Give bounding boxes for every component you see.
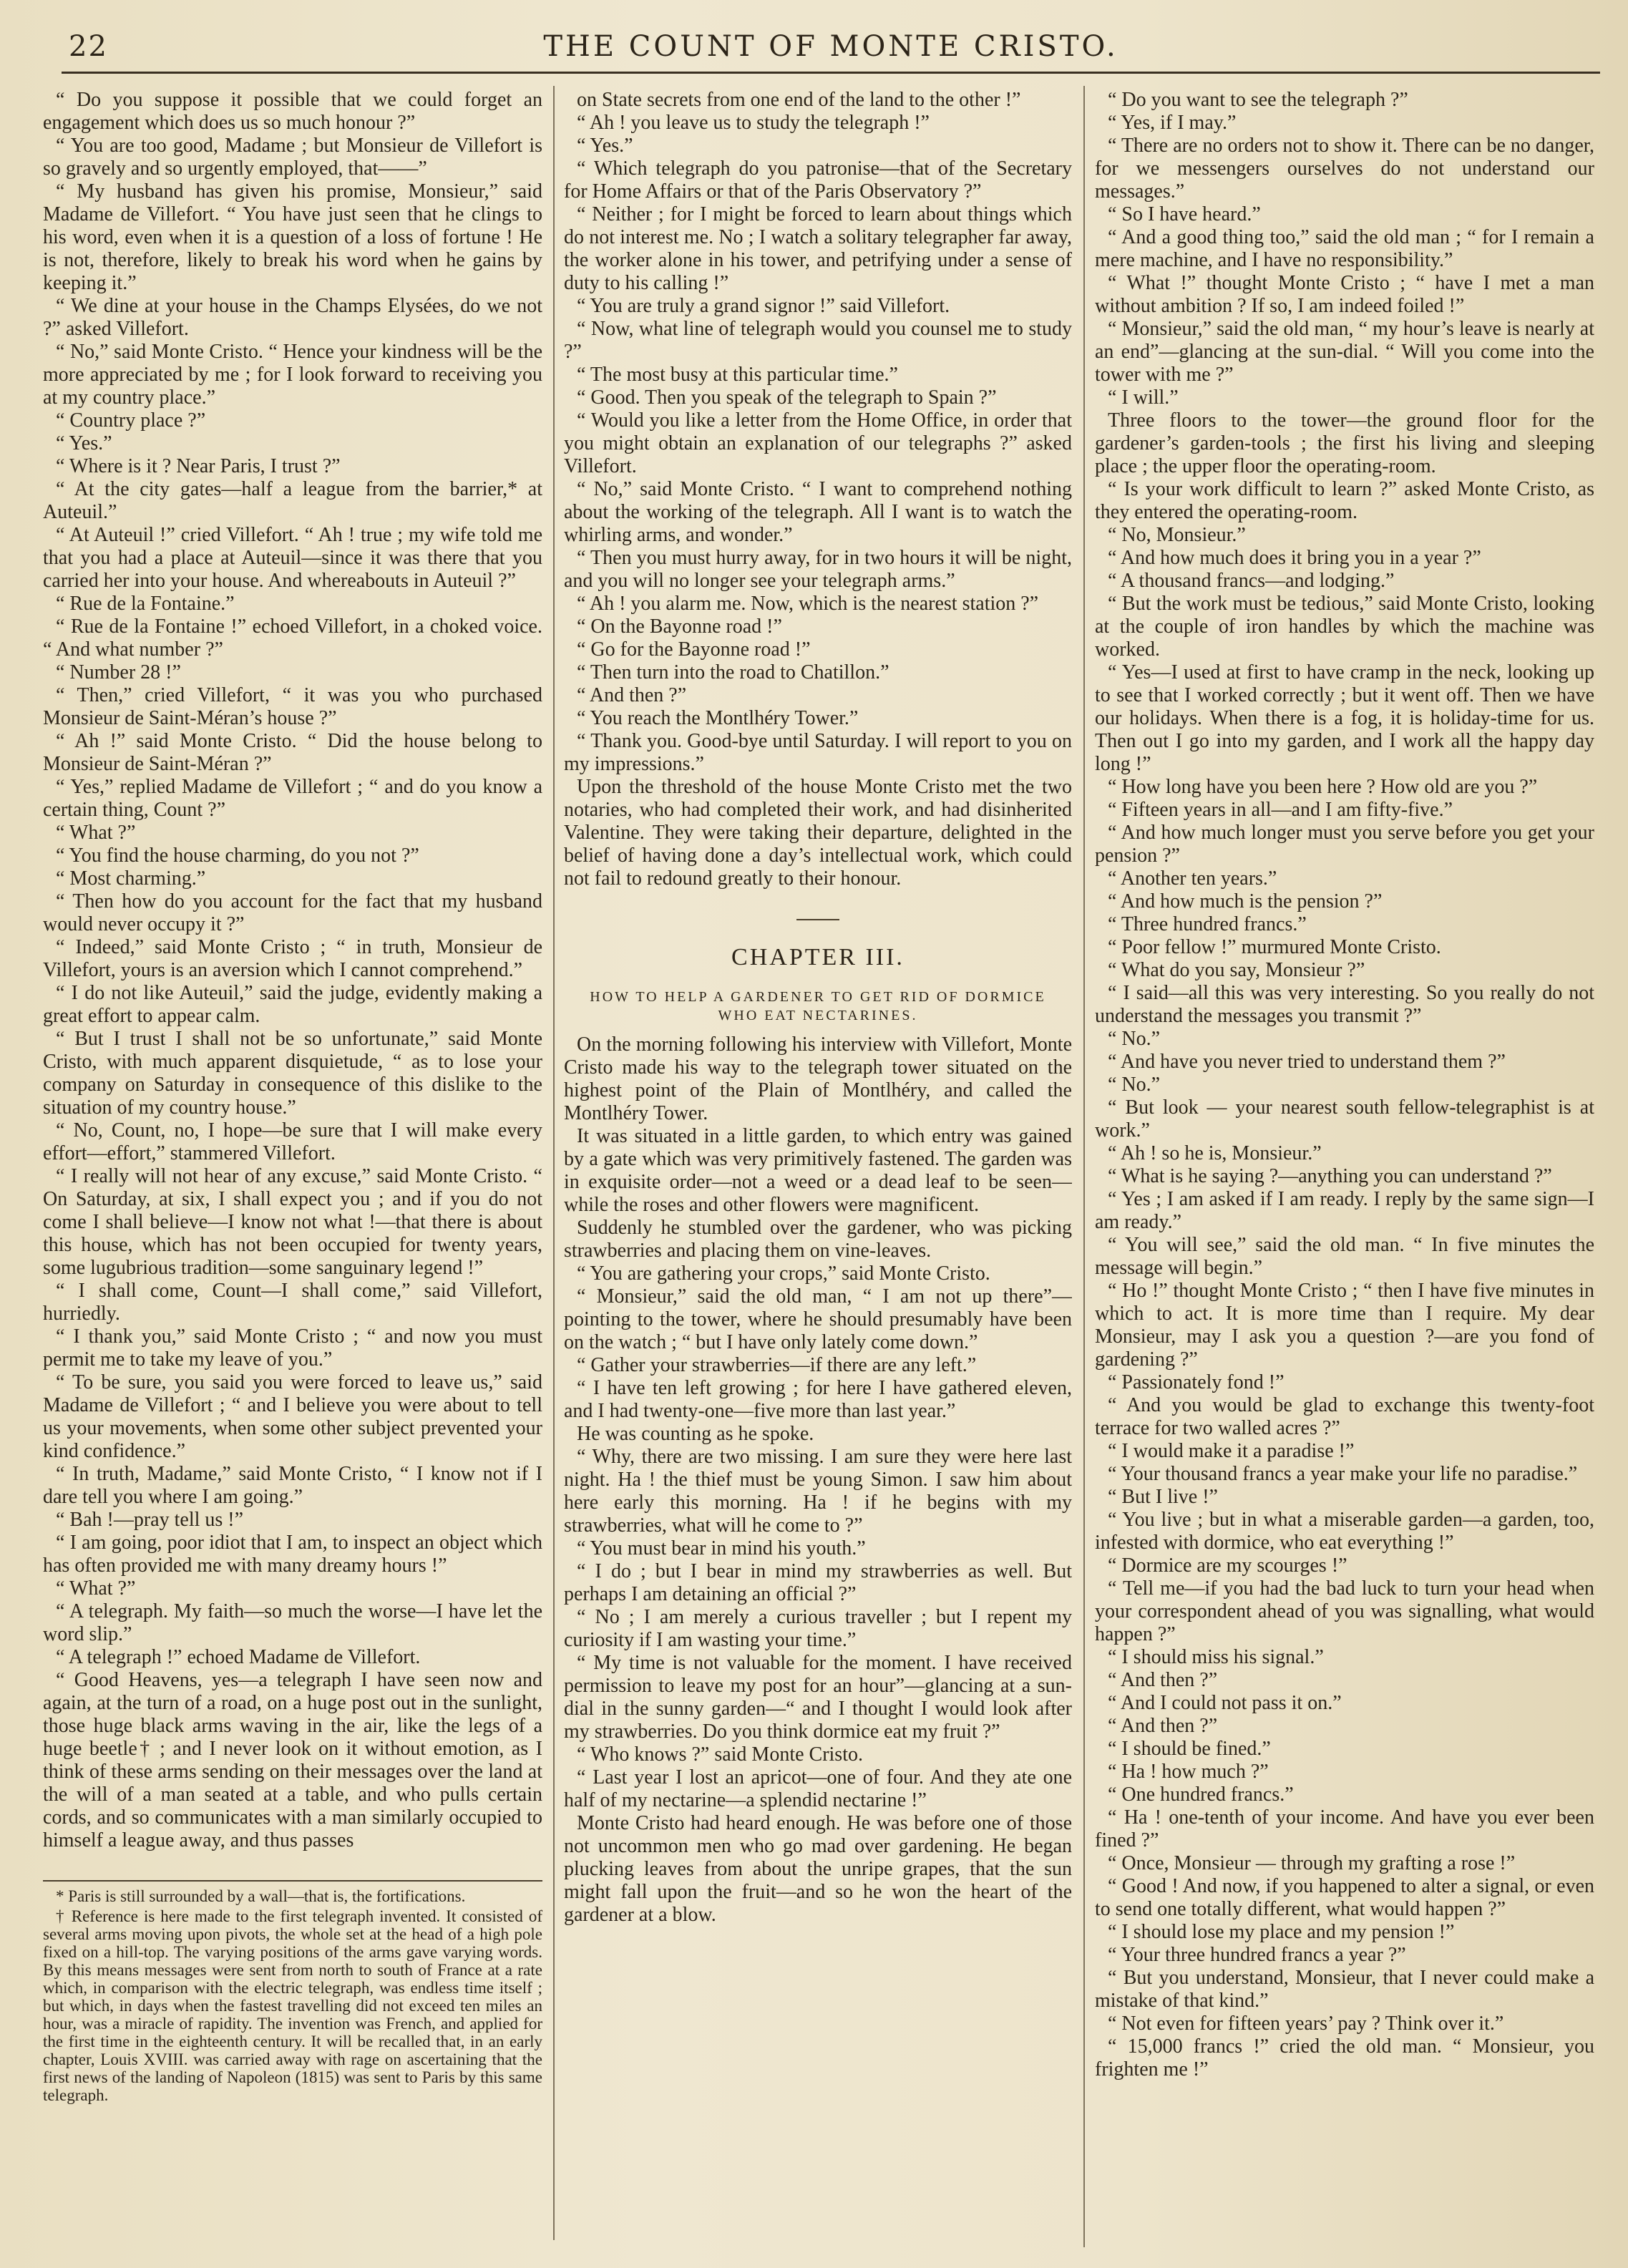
paragraph: It was situated in a little garden, to which entry was gained by a gate which was very primitively fastened. The garden was in exquisite order—not a weed or a dead leaf to be seen—while the roses and other flowers were magnificent.	[564, 1125, 1072, 1216]
paragraph: “ I would make it a paradise !”	[1108, 1440, 1355, 1462]
paragraph: “ Good. Then you speak of the telegraph to Spain ?”	[577, 386, 997, 409]
paragraph: “ Then turn into the road to Chatillon.”	[577, 661, 889, 683]
paragraph: “ How long have you been here ? How old are you ?”	[1108, 776, 1538, 798]
paragraph: “ Do you want to see the telegraph ?”	[1108, 89, 1408, 111]
paragraph: “ Which telegraph do you patronise—that of the Secretary for Home Affairs or that of the Paris Observatory ?”	[564, 157, 1072, 203]
paragraph: “ But I trust I shall not be so unfortunate,” said Monte Cristo, with much apparent disquietude, “ as to lose your company on Saturday in consequence of this dislike to the situation of my country house.”	[43, 1028, 542, 1119]
paragraph: “ And have you never tried to understand them ?”	[1108, 1051, 1506, 1073]
paragraph: “ Rue de la Fontaine.”	[56, 593, 235, 615]
paragraph: “ Country place ?”	[56, 409, 206, 432]
paragraph: on State secrets from one end of the land to the other !”	[577, 89, 1021, 111]
chapter-subtitle: HOW TO HELP A GARDENER TO GET RID OF DORMICE WHO EAT NECTARINES.	[590, 989, 1046, 1023]
paragraph: “ So I have heard.”	[1108, 203, 1261, 225]
paragraph: “ But I live !”	[1108, 1486, 1218, 1508]
footnotes	[43, 1880, 542, 2106]
paragraph: “ Good Heavens, yes—a telegraph I have seen now and again, at the turn of a road, on a huge post out in the sunlight, those huge black arms waving in the air, like the legs of a huge beetle† ; and I never look on it without emotion, as I think of these arms sending on their messages over the land at the will of a man seated at a table, and who pulls certain cords, and so communicates with a man similarly occupied to himself a league away, and thus passes	[43, 1669, 542, 1851]
paragraph: “ Where is it ? Near Paris, I trust ?”	[56, 455, 341, 477]
paragraph: “ I am going, poor idiot that I am, to inspect an object which has often provided me with many dreamy hours !”	[43, 1532, 542, 1577]
column-rule-left	[553, 86, 555, 2240]
paragraph: “ You must bear in mind his youth.”	[577, 1537, 866, 1559]
paragraph: “ Ha ! how much ?”	[1108, 1761, 1269, 1783]
paragraph: “ Yes, if I may.”	[1108, 112, 1237, 134]
paragraph: “ You live ; but in what a miserable garden—a garden, too, infested with dormice, who eat everything !”	[1095, 1509, 1594, 1554]
paragraph: “ Monsieur,” said the old man, “ I am not up there”—pointing to the tower, where he should presumably have been on the watch ; “ but I have only lately come down.”	[564, 1285, 1072, 1353]
paragraph: “ Your three hundred francs a year ?”	[1108, 1944, 1406, 1966]
paragraph: “ Now, what line of telegraph would you counsel me to study ?”	[564, 318, 1072, 363]
paragraph: “ Yes.”	[577, 135, 633, 157]
paragraph: “ Three hundred francs.”	[1108, 913, 1307, 935]
paragraph: “ Once, Monsieur — through my grafting a rose !”	[1108, 1852, 1516, 1874]
paragraph: “ Ah !” said Monte Cristo. “ Did the house belong to Monsieur de Saint-Méran ?”	[43, 730, 542, 775]
page-number: 22	[69, 30, 108, 63]
paragraph: “ Thank you. Good-bye until Saturday. I will report to you on my impressions.”	[564, 730, 1072, 775]
paragraph: “ I should miss his signal.”	[1108, 1646, 1324, 1668]
paragraph: “ No,” said Monte Cristo. “ Hence your kindness will be the more appreciated by me ; for I look forward to receiving you at my country place.”	[43, 341, 542, 409]
paragraph: “ And I could not pass it on.”	[1108, 1692, 1342, 1714]
paragraph: He was counting as he spoke.	[577, 1423, 814, 1445]
paragraph: “ Yes—I used at first to have cramp in the neck, looking up to see that I worked correctly ; but it went off. Then we have our holidays. When there is a fog, it is holiday-time for us. Then out I go into my garden, and I work all the happy day long !”	[1095, 661, 1594, 775]
paragraph: “ And how much longer must you serve before you get your pension ?”	[1095, 822, 1594, 867]
paragraph: “ A telegraph !” echoed Madame de Villefort.	[56, 1646, 421, 1668]
paragraph: “ I thank you,” said Monte Cristo ; “ and now you must permit me to take my leave of you.”	[43, 1325, 542, 1371]
paragraph: “ Another ten years.”	[1108, 867, 1277, 890]
paragraph: “ And then ?”	[1108, 1669, 1218, 1691]
paragraph: “ You are truly a grand signor !” said Villefort.	[577, 295, 950, 317]
paragraph: “ And then ?”	[577, 684, 687, 706]
paragraph: “ Most charming.”	[56, 867, 206, 890]
paragraph: “ A telegraph. My faith—so much the worse—I have let the word slip.”	[43, 1600, 542, 1645]
paragraph: “ And how much does it bring you in a year ?”	[1108, 547, 1481, 569]
paragraph: “ Monsieur,” said the old man, “ my hour’s leave is nearly at an end”—glancing at the sun-dial. “ Will you come into the tower with me ?”	[1095, 318, 1594, 386]
chapter-title: CHAPTER III.	[731, 944, 905, 970]
paragraph: “ Rue de la Fontaine !” echoed Villefort, in a choked voice. “ And what number ?”	[43, 615, 542, 661]
paragraph: “ Number 28 !”	[56, 661, 181, 683]
paragraph: “ Yes,” replied Madame de Villefort ; “ and do you know a certain thing, Count ?”	[43, 776, 542, 821]
paragraph: “ What ?”	[56, 822, 136, 844]
paragraph: “ No.”	[1108, 1074, 1161, 1096]
paragraph: On the morning following his interview with Villefort, Monte Cristo made his way to the telegraph tower situated on the highest point of the Plain of Montlhéry, and called the Montlhéry Tower.	[564, 1033, 1072, 1124]
paragraph: “ Ah ! you alarm me. Now, which is the nearest station ?”	[577, 593, 1039, 615]
paragraph: Suddenly he stumbled over the gardener, who was picking strawberries and placing them on vine-leaves.	[564, 1217, 1072, 1262]
paragraph: “ We dine at your house in the Champs Elysées, do we not ?” asked Villefort.	[43, 295, 542, 340]
paragraph: “ Would you like a letter from the Home Office, in order that you might obtain an explanation of our telegraphs ?” asked Villefort.	[564, 409, 1072, 477]
paragraph: “ One hundred francs.”	[1108, 1783, 1294, 1806]
column-rule-right	[1083, 86, 1085, 2247]
paragraph: “ Gather your strawberries—if there are any left.”	[577, 1354, 977, 1376]
page-header	[62, 27, 1600, 74]
paragraph: “ No ; I am merely a curious traveller ; but I repent my curiosity if I am wasting your time.”	[564, 1606, 1072, 1651]
paragraph: “ I shall come, Count—I shall come,” said Villefort, hurriedly.	[43, 1280, 542, 1325]
paragraph: “ Not even for fifteen years’ pay ? Think over it.”	[1108, 2013, 1504, 2035]
paragraph: “ No, Monsieur.”	[1108, 524, 1246, 546]
paragraph: “ What !” thought Monte Cristo ; “ have I met a man without ambition ? If so, I am indeed foiled !”	[1095, 272, 1594, 317]
paragraph: “ Go for the Bayonne road !”	[577, 638, 811, 661]
paragraph: “ But you understand, Monsieur, that I never could make a mistake of that kind.”	[1095, 1967, 1594, 2012]
paragraph: “ My husband has given his promise, Monsieur,” said Madame de Villefort. “ You have just seen that he clings to his word, even when it is a question of a loss of fortune ! He is not, therefore, likely to break his word when he gains by keeping it.”	[43, 180, 542, 294]
paragraph: “ Your thousand francs a year make your life no paradise.”	[1108, 1463, 1578, 1485]
paragraph: “ Why, there are two missing. I am sure they were here last night. Ha ! the thief must be young Simon. I saw him about here early this morning. Ha ! if he begins with my strawberries, what will he come to ?”	[564, 1446, 1072, 1537]
paragraph: “ Then,” cried Villefort, “ it was you who purchased Monsieur de Saint-Méran’s house ?”	[43, 684, 542, 729]
paragraph: “ I will.”	[1108, 386, 1179, 409]
paragraph: “ On the Bayonne road !”	[577, 615, 782, 638]
paragraph: “ I should lose my place and my pension !”	[1108, 1921, 1455, 1943]
paragraph: “ Do you suppose it possible that we could forget an engagement which does us so much honour ?”	[43, 89, 542, 134]
paragraph: “ You will see,” said the old man. “ In five minutes the message will begin.”	[1095, 1234, 1594, 1279]
paragraph: “ Indeed,” said Monte Cristo ; “ in truth, Monsieur de Villefort, yours is an aversion which I cannot comprehend.”	[43, 936, 542, 981]
paragraph: “ In truth, Madame,” said Monte Cristo, “ I know not if I dare tell you where I am going.”	[43, 1463, 542, 1508]
paragraph: Monte Cristo had heard enough. He was before one of those not uncommon men who go mad over gardening. He began plucking leaves from about the unripe grapes, that the sun might fall upon the fruit—and so he won the heart of the gardener at a blow.	[564, 1812, 1072, 1926]
paragraph: “ Dormice are my scourges !”	[1108, 1554, 1347, 1577]
paragraph: “ I really will not hear of any excuse,” said Monte Cristo. “ On Saturday, at six, I shall expect you ; and if you do not come I shall believe—I know not what !—that there is about this house, which has not been occupied for twenty years, some lugubrious tradition—some sanguinary legend !”	[43, 1165, 542, 1279]
paragraph: “ But the work must be tedious,” said Monte Cristo, looking at the couple of iron handles by which the machine was worked.	[1095, 593, 1594, 661]
paragraph: Three floors to the tower—the ground floor for the gardener’s garden-tools ; the first his living and sleeping place ; the upper floor the operating-room.	[1095, 409, 1594, 477]
paragraph: “ Good ! And now, if you happened to alter a signal, or even to send one totally different, what would happen ?”	[1095, 1875, 1594, 1920]
column-2-chapter-text	[564, 1033, 1072, 1927]
paragraph: Upon the threshold of the house Monte Cristo met the two notaries, who had completed their work, and had disinherited Valentine. They were taking their departure, delighted in the belief of having done a day’s intellectual work, which could not fail to redound greatly to their honour.	[564, 776, 1072, 890]
paragraph: “ No, Count, no, I hope—be sure that I will make every effort—effort,” stammered Villefort.	[43, 1119, 542, 1164]
paragraph: “ No.”	[1108, 1028, 1161, 1050]
paragraph: “ What is he saying ?—anything you can understand ?”	[1108, 1165, 1552, 1187]
column-3	[1095, 89, 1594, 2236]
paragraph: “ Ah ! so he is, Monsieur.”	[1108, 1142, 1322, 1164]
paragraph: “ And how much is the pension ?”	[1108, 890, 1383, 912]
footnote: * Paris is still surrounded by a wall—that is, the fortifications.	[56, 1887, 466, 1905]
paragraph: “ There are no orders not to show it. There can be no danger, for we messengers ourselves do not understand our messages.”	[1095, 135, 1594, 203]
paragraph: “ I have ten left growing ; for here I have gathered eleven, and I had twenty-one—five more than last year.”	[564, 1377, 1072, 1422]
paragraph: “ I do ; but I bear in mind my strawberries as well. But perhaps I am detaining an official ?”	[564, 1560, 1072, 1605]
column-2-top-text	[564, 89, 1072, 890]
paragraph: “ At the city gates—half a league from the barrier,* at Auteuil.”	[43, 478, 542, 523]
paragraph: “ And a good thing too,” said the old man ; “ for I remain a mere machine, and I have no responsibility.”	[1095, 226, 1594, 271]
paragraph: “ At Auteuil !” cried Villefort. “ Ah ! true ; my wife told me that you had a place at Auteuil—since it was there that you carried her into your house. And whereabouts in Auteuil ?”	[43, 524, 542, 592]
paragraph: “ Ha ! one-tenth of your income. And have you ever been fined ?”	[1095, 1806, 1594, 1851]
paragraph: “ But look — your nearest south fellow-telegraphist is at work.”	[1095, 1096, 1594, 1142]
paragraph: “ Then you must hurry away, for in two hours it will be night, and you will no longer see your telegraph arms.”	[564, 547, 1072, 592]
section-separator	[796, 919, 839, 920]
paragraph: “ I said—all this was very interesting. So you really do not understand the messages you transmit ?”	[1095, 982, 1594, 1027]
paragraph: “ Last year I lost an apricot—one of four. And they ate one half of my nectarine—a splendid nectarine !”	[564, 1766, 1072, 1811]
paragraph: “ Is your work difficult to learn ?” asked Monte Cristo, as they entered the operating-room.	[1095, 478, 1594, 523]
paragraph: “ Neither ; for I might be forced to learn about things which do not interest me. No ; I watch a solitary telegrapher far away, the worker alone in his tower, and petrifying under a sense of duty to his calling !”	[564, 203, 1072, 294]
paragraph: “ And you would be glad to exchange this twenty-foot terrace for two walled acres ?”	[1095, 1394, 1594, 1439]
paragraph: “ Then how do you account for the fact that my husband would never occupy it ?”	[43, 890, 542, 935]
column-2	[564, 89, 1072, 2236]
paragraph: “ Passionately fond !”	[1108, 1371, 1285, 1393]
paragraph: “ What do you say, Monsieur ?”	[1108, 959, 1365, 981]
paragraph: “ Bah !—pray tell us !”	[56, 1509, 244, 1531]
footnote: † Reference is here made to the first telegraph invented. It consisted of several arms moving upon pivots, the whole set at the head of a high pole fixed on a hill-top. The varying positions of the arms gave varying words. By this means messages were sent from north to south of France at a rate which, in comparison with the electric telegraph, was endless time itself ; but which, in days when the fastest travelling did not exceed ten miles an hour, was a miracle of rapidity. The invention was French, and applied for the first time in the eighteenth century. It will be recalled that, in an early chapter, Louis XVIII. was carried away with rage on ascertaining that the first news of the landing of Napoleon (1815) was sent to Paris by this same telegraph.	[43, 1907, 542, 2104]
paragraph: “ You reach the Montlhéry Tower.”	[577, 707, 859, 729]
paragraph: “ You find the house charming, do you not ?”	[56, 845, 419, 867]
paragraph: “ And then ?”	[1108, 1715, 1218, 1737]
paragraph: “ You are gathering your crops,” said Monte Cristo.	[577, 1262, 990, 1285]
paragraph: “ Who knows ?” said Monte Cristo.	[577, 1743, 863, 1766]
paragraph: “ I do not like Auteuil,” said the judge, evidently making a great effort to appear calm.	[43, 982, 542, 1027]
running-title: THE COUNT OF MONTE CRISTO.	[543, 30, 1118, 63]
paragraph: “ Ah ! you leave us to study the telegraph !”	[577, 112, 930, 134]
paragraph: “ Yes ; I am asked if I am ready. I reply by the same sign—I am ready.”	[1095, 1188, 1594, 1233]
paragraph: “ A thousand francs—and lodging.”	[1108, 570, 1395, 592]
paragraph: “ My time is not valuable for the moment. I have received permission to leave my post for an hour”—glancing at a sun-dial in the sunny garden—“ and I thought I would look after my strawberries. Do you think dormice eat my fruit ?”	[564, 1652, 1072, 1743]
paragraph: “ No,” said Monte Cristo. “ I want to comprehend nothing about the working of the telegraph. All I want is to watch the whirling arms, and wonder.”	[564, 478, 1072, 546]
paragraph: “ You are too good, Madame ; but Monsieur de Villefort is so gravely and so urgently employed, that——”	[43, 135, 542, 180]
paragraph: “ Fifteen years in all—and I am fifty-five.”	[1108, 799, 1453, 821]
paragraph: “ I should be fined.”	[1108, 1738, 1271, 1760]
paragraph: “ The most busy at this particular time.”	[577, 364, 898, 386]
paragraph: “ Tell me—if you had the bad luck to turn your head when your correspondent ahead of you was signalling, what would happen ?”	[1095, 1577, 1594, 1645]
paragraph: “ Yes.”	[56, 432, 112, 454]
paragraph: “ To be sure, you said you were forced to leave us,” said Madame de Villefort ; “ and I believe you were about to tell us your movements, when some other subject prevented your kind confidence.”	[43, 1371, 542, 1462]
paragraph: “ What ?”	[56, 1577, 136, 1600]
paragraph: “ 15,000 francs !” cried the old man. “ Monsieur, you frighten me !”	[1095, 2035, 1594, 2080]
paragraph: “ Poor fellow !” murmured Monte Cristo.	[1108, 936, 1441, 958]
paragraph: “ Ho !” thought Monte Cristo ; “ then I have five minutes in which to act. It is more time than I require. My dear Monsieur, may I ask you a question ?—are you fond of gardening ?”	[1095, 1280, 1594, 1371]
